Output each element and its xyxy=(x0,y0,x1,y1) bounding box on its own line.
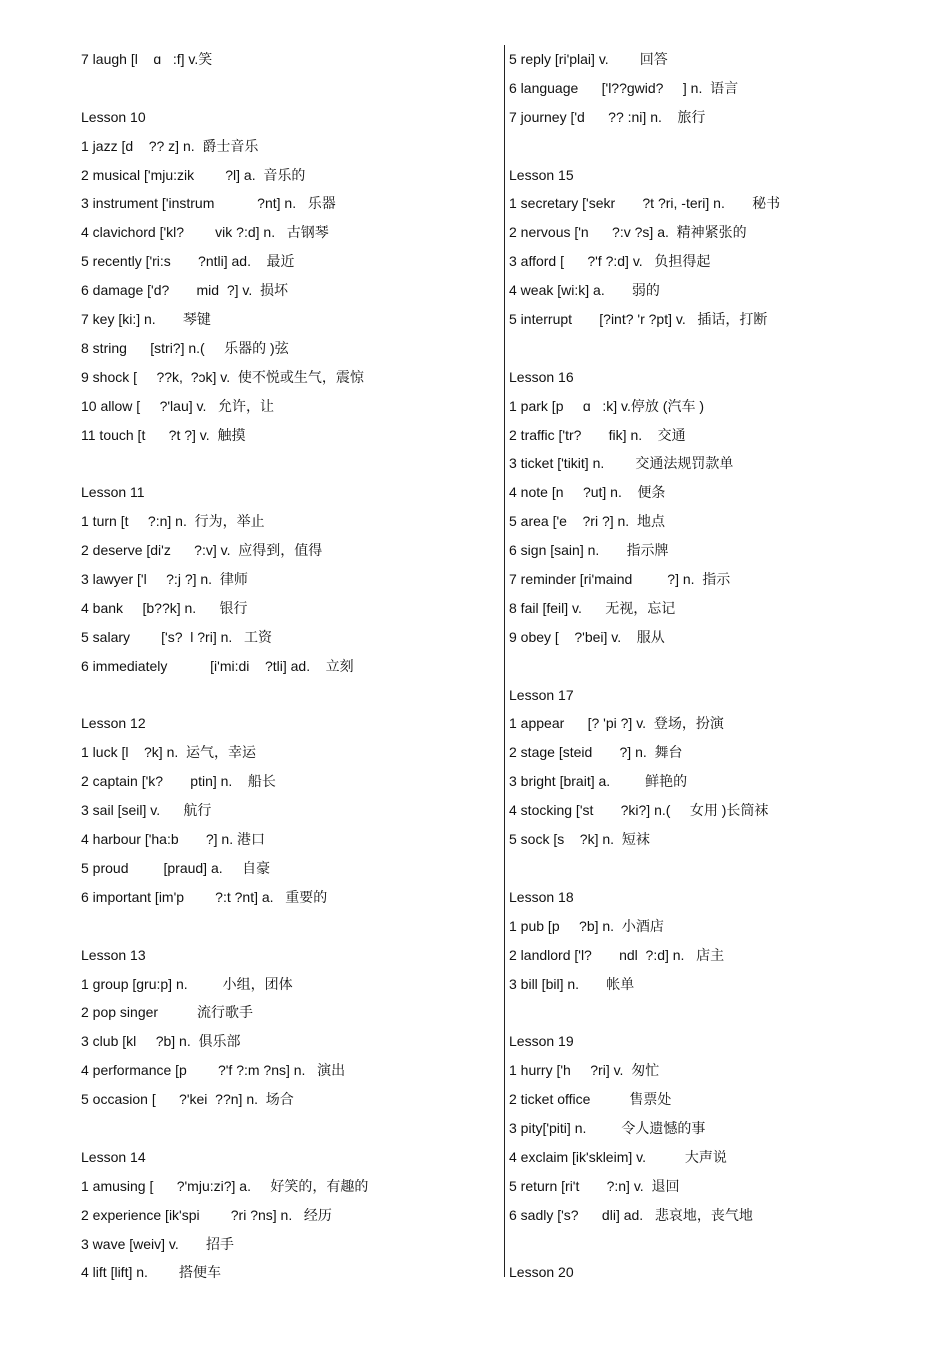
vocab-entry: 1 secretary ['sekr ?t ?ri, -teri] n. 秘书 xyxy=(509,195,781,212)
vocab-entry: 5 proud [praud] a. 自豪 xyxy=(81,859,271,876)
vocab-entry: 2 landlord ['l? ndl ?:d] n. 店主 xyxy=(509,946,725,963)
lesson-heading: Lesson 16 xyxy=(509,368,574,385)
vocab-entry: 5 occasion [ ?'kei ??n] n. 场合 xyxy=(81,1091,294,1108)
vocab-entry: 5 reply [ri'plai] v. 回答 xyxy=(509,51,668,67)
vocab-entry: 2 deserve [di'z ?:v] v. 应得到，值得 xyxy=(81,542,323,559)
vocab-entry: 1 amusing [ ?'mju:zi?] a. 好笑的，有趣的 xyxy=(81,1177,369,1194)
vocab-entry: 2 experience [ik'spi ?ri ?ns] n. 经历 xyxy=(81,1206,332,1223)
lesson-heading: Lesson 11 xyxy=(81,484,145,501)
vocab-entry: 3 bright [brait] a. 鲜艳的 xyxy=(509,773,688,790)
blank-line xyxy=(509,854,919,883)
vocab-entry: 7 key [ki:] n. 琴键 xyxy=(81,311,211,328)
vocab-entry: 1 hurry ['h ?ri] v. 匆忙 xyxy=(509,1062,660,1079)
vocab-entry: 4 harbour ['ha:b ?] n. 港口 xyxy=(81,831,265,848)
blank-line xyxy=(509,132,919,161)
vocab-entry: 2 nervous ['n ?:v ?s] a. 精神紧张的 xyxy=(509,224,747,241)
left-column xyxy=(81,45,491,1287)
vocab-entry: 4 weak [wi:k] a. 弱的 xyxy=(509,282,660,299)
blank-line xyxy=(509,334,919,363)
vocab-entry: 3 pity['piti] n. 令人遗憾的事 xyxy=(509,1119,706,1136)
vocab-entry: 1 turn [t ?:n] n. 行为，举止 xyxy=(81,513,265,530)
vocab-entry: 6 important [im'p ?:t ?nt] a. 重要的 xyxy=(81,888,328,905)
lesson-heading: Lesson 17 xyxy=(509,686,574,703)
vocab-entry: 4 stocking ['st ?ki?] n.( 女用 )长筒袜 xyxy=(509,802,769,819)
lesson-heading: Lesson 12 xyxy=(81,715,146,732)
blank-line xyxy=(509,652,919,681)
lesson-heading: Lesson 19 xyxy=(509,1033,574,1050)
vocab-entry: 1 appear [? 'pi ?] v. 登场，扮演 xyxy=(509,715,724,732)
vocab-entry: 5 return [ri't ?:n] v. 退回 xyxy=(509,1177,680,1194)
vocab-entry: 2 captain ['k? ptin] n. 船长 xyxy=(81,773,276,790)
blank-line xyxy=(81,1114,491,1143)
vocab-entry: 3 sail [seil] v. 航行 xyxy=(81,802,212,819)
vocab-entry: 6 sadly ['s? dli] ad. 悲哀地，丧气地 xyxy=(509,1206,753,1223)
vocab-entry: 9 obey [ ?'bei] v. 服从 xyxy=(509,628,665,645)
vocab-entry: 5 salary ['s? l ?ri] n. 工资 xyxy=(81,628,272,645)
vocab-entry: 5 area ['e ?ri ?] n. 地点 xyxy=(509,513,665,530)
vocab-entry: 1 pub [p ?b] n. 小酒店 xyxy=(509,917,664,934)
vocab-entry: 5 sock [s ?k] n. 短袜 xyxy=(509,831,650,848)
lesson-heading: Lesson 13 xyxy=(81,946,146,963)
vocab-entry: 2 musical ['mju:zik ?l] a. 音乐的 xyxy=(81,166,306,183)
vocab-entry: 2 traffic ['tr? fik] n. 交通 xyxy=(509,426,686,443)
vocab-entry: 7 journey ['d ?? :ni] n. 旅行 xyxy=(509,108,706,125)
vocab-entry: 6 immediately [i'mi:di ?tli] ad. 立刻 xyxy=(81,657,354,674)
lesson-heading: Lesson 20 xyxy=(509,1264,574,1281)
blank-line xyxy=(81,449,491,478)
vocab-entry: 8 fail [feil] v. 无视，忘记 xyxy=(509,599,676,616)
vocab-entry: 7 laugh [l ɑ :f] v.笑 xyxy=(81,51,213,67)
vocab-entry: 2 ticket office 售票处 xyxy=(509,1091,672,1108)
blank-line xyxy=(81,681,491,710)
vocab-entry: 11 touch [t ?t ?] v. 触摸 xyxy=(81,426,246,443)
vocab-entry: 6 damage ['d? mid ?] v. 损坏 xyxy=(81,282,289,299)
vocab-entry: 4 performance [p ?'f ?:m ?ns] n. 演出 xyxy=(81,1062,346,1079)
vocab-entry: 1 luck [l ?k] n. 运气，幸运 xyxy=(81,744,257,761)
vocab-entry: 8 string [stri?] n.( 乐器的 )弦 xyxy=(81,339,289,356)
blank-line xyxy=(509,1230,919,1259)
vocab-entry: 4 exclaim [ik'skleim] v. 大声说 xyxy=(509,1148,727,1165)
vocab-entry: 4 note [n ?ut] n. 便条 xyxy=(509,484,666,501)
vocab-entry: 5 interrupt [?int? 'r ?pt] v. 插话，打断 xyxy=(509,311,768,328)
lesson-heading: Lesson 14 xyxy=(81,1148,146,1165)
vocab-entry: 2 pop singer 流行歌手 xyxy=(81,1004,253,1021)
vocab-entry: 10 allow [ ?'lau] v. 允许，让 xyxy=(81,397,275,414)
vocab-entry: 4 lift [lift] n. 搭便车 xyxy=(81,1264,222,1281)
blank-line xyxy=(81,912,491,941)
vocab-entry: 7 reminder [ri'maind ?] n. 指示 xyxy=(509,571,731,588)
vocab-entry: 4 bank [b??k] n. 银行 xyxy=(81,599,248,616)
vocab-entry: 4 clavichord ['kl? vik ?:d] n. 古钢琴 xyxy=(81,224,329,241)
vocab-entry: 9 shock [ ??k, ?ɔk] v. 使不悦或生气，震惊 xyxy=(81,368,364,385)
vocab-entry: 1 group [gru:p] n. 小组，团体 xyxy=(81,975,293,992)
vocab-entry: 6 language ['l??gwid? ] n. 语言 xyxy=(509,79,739,96)
blank-line xyxy=(81,74,491,103)
right-column xyxy=(509,45,919,1287)
vocab-entry: 3 bill [bil] n. 帐单 xyxy=(509,975,635,992)
column-divider xyxy=(504,45,505,1277)
vocab-entry: 1 jazz [d ?? z] n. 爵士音乐 xyxy=(81,137,259,154)
vocab-entry: 3 wave [weiv] v. 招手 xyxy=(81,1235,235,1252)
vocab-entry: 6 sign [sain] n. 指示牌 xyxy=(509,542,669,559)
vocab-entry: 3 afford [ ?'f ?:d] v. 负担得起 xyxy=(509,253,711,270)
vocab-entry: 5 recently ['ri:s ?ntli] ad. 最近 xyxy=(81,253,295,270)
blank-line xyxy=(509,998,919,1027)
vocab-entry: 3 ticket ['tikit] n. 交通法规罚款单 xyxy=(509,455,734,472)
vocab-entry: 2 stage [steid ?] n. 舞台 xyxy=(509,744,683,761)
lesson-heading: Lesson 18 xyxy=(509,888,574,905)
vocab-entry: 3 lawyer ['l ?:j ?] n. 律师 xyxy=(81,571,248,588)
lesson-heading: Lesson 10 xyxy=(81,108,146,125)
vocab-entry: 1 park [p ɑ :k] v.停放 (汽车 ) xyxy=(509,397,705,414)
lesson-heading: Lesson 15 xyxy=(509,166,574,183)
vocab-entry: 3 instrument ['instrum ?nt] n. 乐器 xyxy=(81,195,336,212)
vocab-entry: 3 club [kl ?b] n. 俱乐部 xyxy=(81,1033,241,1050)
